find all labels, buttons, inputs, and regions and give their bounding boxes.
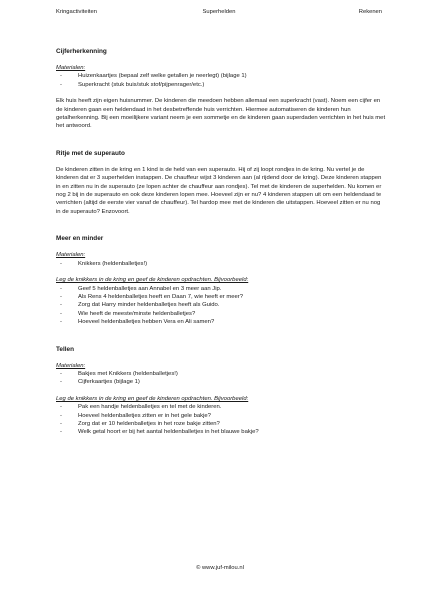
list-item: - Hoeveel heldenballetjes zitten er in het gele bakje? — [60, 412, 211, 419]
document-body — [56, 47, 386, 455]
page-header — [56, 6, 382, 18]
section-body: Elk huis heeft zijn eigen huisnummer. De kinderen die meedoen hebben allemaal een superkracht (vast). Noem een cijfer en de kinderen gaan een heldendaad in het desbetreffende huis verrichten. Hiermee automatiseren de kinderen hun getalherkenning. Bij een moeilijkere variant neem je een sommetje en de kinderen gaan superdaden verrichten in het huis met het antwoord. — [56, 98, 386, 130]
materials-label: Materialen: — [56, 362, 86, 369]
section-title: Cijferherkenning — [56, 48, 107, 55]
section-title: Ritje met de superauto — [56, 149, 125, 157]
section-title: Meer en minder — [56, 235, 104, 243]
list-item: - Knikkers (heldenballetjes!) — [60, 260, 148, 267]
materials-label: Materialen: — [56, 65, 86, 71]
section-cijferherkenning — [56, 47, 386, 131]
list-item: - Pak een handje heldenballetjes en tel met de kinderen. — [60, 404, 222, 411]
instruction-text: Leg de knikkers in de kring en geef de kinderen opdrachten. Bijvoorbeeld: — [56, 395, 249, 402]
section-tellen — [56, 345, 386, 437]
header-right: Rekenen — [358, 9, 382, 15]
list-item: - Superkracht (stuk buis/stuk stof/pijpenrager/etc.) — [60, 81, 205, 88]
list-item: - Cijferkaartjes (bijlage 1) — [60, 379, 140, 386]
list-item: - Bakjes met Knikkers (heldenballetjes!) — [60, 370, 178, 377]
header-left: Kringactiviteiten — [56, 9, 97, 15]
instruction-text: Leg de knikkers in de kring en geef de kinderen opdrachten. Bijvoorbeeld: — [56, 277, 249, 284]
list-item: - Hoeveel heldenballetjes hebben Vera en Ali samen? — [60, 319, 215, 326]
list-item: - Als Rens 4 heldenballetjes heeft en Daan 7, wie heeft er meer? — [60, 293, 244, 300]
list-item: - Zorg dat Harry minder heldenballetjes heeft als Guido. — [60, 302, 220, 309]
header-center: Superhelden — [202, 9, 236, 15]
section-meer-en-minder — [56, 234, 386, 326]
list-item: - Wie heeft de meeste/minste heldenballetjes? — [60, 310, 196, 317]
materials-label: Materialen: — [56, 252, 86, 259]
section-superauto — [56, 149, 386, 216]
list-item: - Geef 5 heldenballetjes aan Annabel en 3 meer aan Jip. — [60, 285, 222, 292]
section-title: Tellen — [56, 345, 74, 353]
list-item: - Huizenkaartjes (bepaal zelf welke getallen je neerlegt) (bijlage 1) — [60, 73, 247, 80]
list-item: - Zorg dat er 10 heldenballetjes in het roze bakje zitten? — [60, 420, 220, 427]
page-footer: © www.juf-milou.nl — [196, 565, 244, 571]
list-item: - Welk getal hoort er bij het aantal heldenballetjes in het blauwe bakje? — [60, 429, 259, 436]
section-body: De kinderen zitten in de kring en 1 kind is de held van een superauto. Hij of zij loopt rondjes in de kring. Nu vertel je de kinderen dat er 3 superhelden instappen. De chauffeur wijst 3 kinderen aan (al rijdend door de kring). Deze kinderen stappen in en zitten nu in de superauto (ze lopen achter de chauffeur aan rondjes). Tel met de kinderen de superhelden. Nu komen er nog 2 bij in de superauto en ook deze kinderen lopen mee. Hoeveel zijn er nu? 4 kinderen stappen uit om een heldendaad te verrichten (altijd de eerste vier vanaf de chauffeur). Tel hardop mee met de kinderen die uitstappen. Hoeveel zitten er nu nog in de superauto? Enzovoort. — [56, 166, 382, 215]
